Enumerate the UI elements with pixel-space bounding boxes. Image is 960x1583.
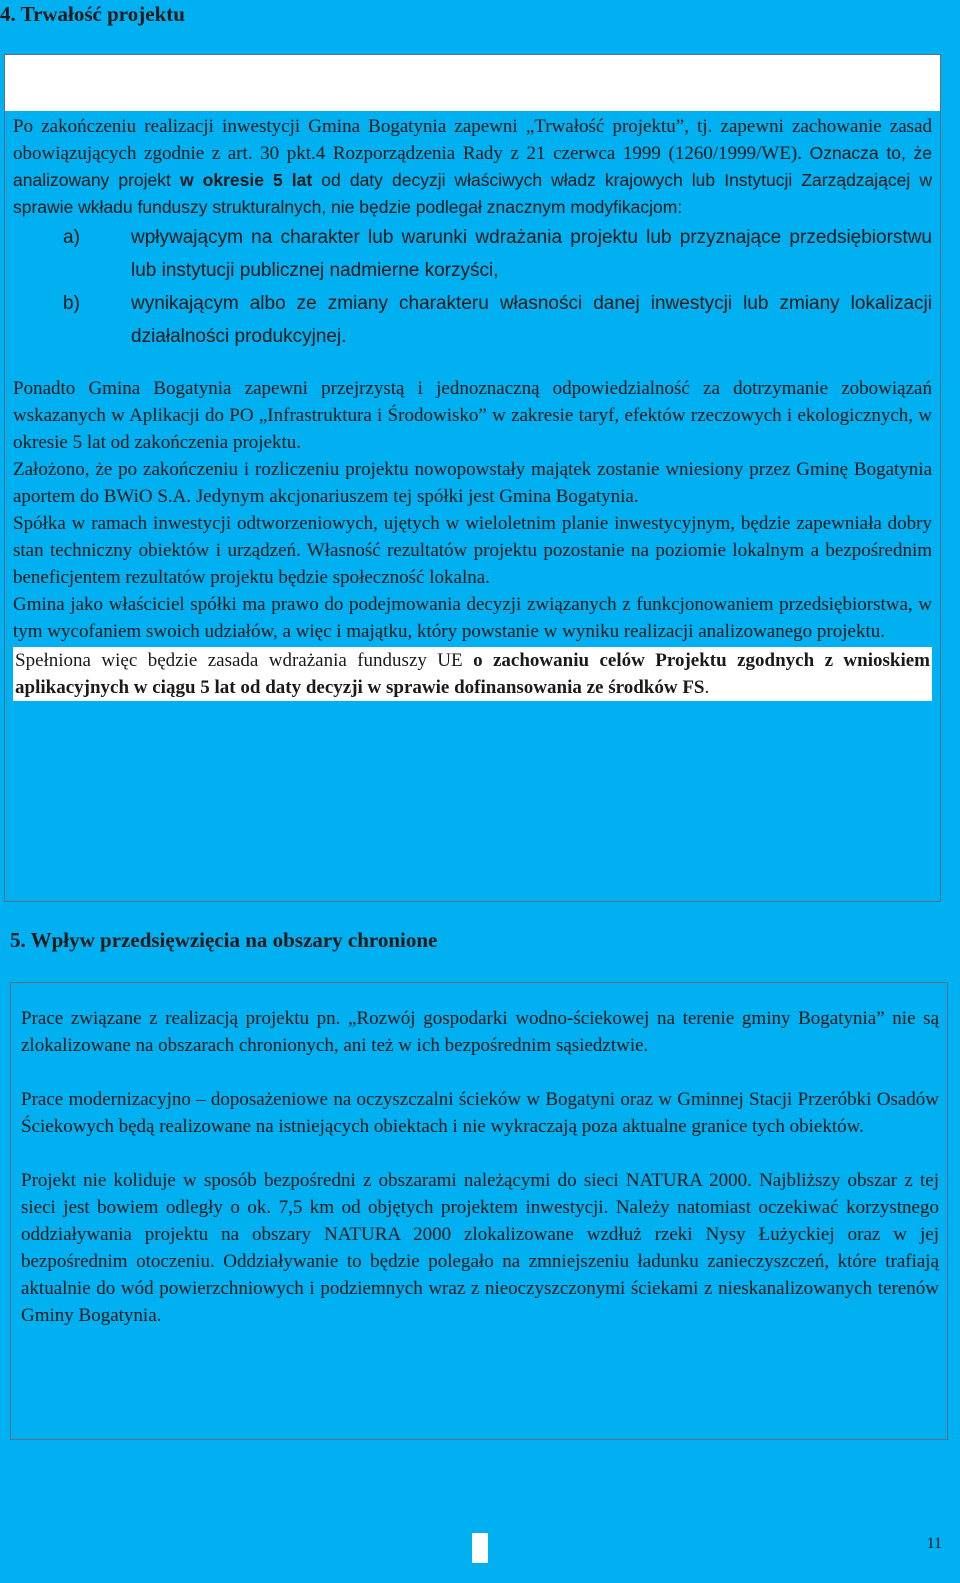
paragraph-zalozono: Założono, że po zakończeniu i rozliczeniu projektu nowopowstały majątek zostanie wniesiony przez Gminę Bogatynia aportem do BWiO S.A. Jedynym akcjonariuszem tej spółki jest Gmina Bogatynia. bbox=[13, 459, 932, 507]
page-number: 11 bbox=[926, 1535, 942, 1552]
list-item: b) wynikającym albo ze zmiany charakteru własności danej inwestycji lub zmiany lokalizacji działalności produkcyjnej. bbox=[63, 293, 932, 347]
paragraph-gmina: Gmina jako właściciel spółki ma prawo do podejmowania decyzji związanych z funkcjonowaniem przedsiębiorstwa, w tym wycofaniem swoich udziałów, a więc i majątku, który powstanie w wyniku realizacji analizowanego projektu. bbox=[13, 594, 932, 642]
section-5-title: 5. Wpływ przedsięwzięcia na obszary chronione bbox=[10, 928, 438, 952]
paragraph-protected-1: Prace związane z realizacją projektu pn. „Rozwój gospodarki wodno-ściekowej na terenie gminy Bogatynia” nie są zlokalizowane na obszarach chronionych, ani też w ich bezpośrednim sąsiedztwie. bbox=[21, 1008, 939, 1056]
white-strip bbox=[5, 55, 940, 111]
section-4-title: 4. Trwałość projektu bbox=[0, 2, 185, 26]
paragraph-protected-2: Prace modernizacyjno – doposażeniowe na oczyszczalni ścieków w Bogatyni oraz w Gminnej Stacji Przeróbki Osadów Ściekowych będą realizowane na istniejących obiektach i nie wykraczają poza aktualne granice tych obiektów. bbox=[21, 1089, 939, 1137]
paragraph-protected-3: Projekt nie koliduje w sposób bezpośredni z obszarami należącymi do sieci NATURA 2000. Najbliższy obszar z tej sieci jest bowiem odległy o ok. 7,5 km od objętych projektem inwestycji. Należy natomiast oczekiwać korzystnego oddziaływania projektu na obszary NATURA 2000 zlokalizowane wzdłuż rzeki Nysy Łużyckiej oraz w jej bezpośrednim otoczeniu. Oddziaływanie to będzie polegało na zmniejszeniu ładunku zanieczyszczeń, które trafiają aktualnie do wód powierzchniowych i podziemnych wraz z nieoczyszczonymi ściekami z nieskanalizowanych terenów Gminy Bogatynia. bbox=[21, 1170, 939, 1326]
paragraph-ponadto: Ponadto Gmina Bogatynia zapewni przejrzystą i jednoznaczną odpowiedzialność za dotrzymanie zobowiązań wskazanych w Aplikacji do PO „Infrastruktura i Środowisko” w zakresie taryf, efektów rzeczowych i ekologicznych, w okresie 5 lat od zakończenia projektu. bbox=[13, 378, 932, 453]
final-paragraph: Spełniona więc będzie zasada wdrażania funduszy UE o zachowaniu celów Projektu zgodnych z wnioskiem aplikacyjnych w ciągu 5 lat od daty decyzji w sprawie dofinansowania ze środków FS. bbox=[13, 647, 932, 701]
paragraph-spolka: Spółka w ramach inwestycji odtworzeniowych, ujętych w wieloletnim planie inwestycyjnym, będzie zapewniała dobry stan techniczny obiektów i urządzeń. Własność rezultatów projektu pozostanie na poziomie lokalnym a bezpośrednim beneficjentem rezultatów projektu będzie społeczność lokalna. bbox=[13, 513, 932, 588]
section-5-box bbox=[10, 982, 948, 1440]
section-4-box bbox=[4, 54, 941, 902]
list-item: a) wpływającym na charakter lub warunki wdrażania projektu lub przyznające przedsiębiorstwu lub instytucji publicznej nadmierne korzyści, bbox=[63, 227, 932, 281]
intro-paragraph: Po zakończeniu realizacji inwestycji Gmina Bogatynia zapewni „Trwałość projektu”, tj. zapewni zachowanie zasad obowiązujących zgodnie z art. 30 pkt.4 Rozporządzenia Rady z 21 czerwca 1999 (1260/1999/WE). Oznacza to, że analizowany projekt w okresie 5 lat od daty decyzji właściwych władz krajowych lub Instytucji Zarządzającej w sprawie wkładu funduszy strukturalnych, nie będzie podlegał znacznym modyfikacjom: bbox=[13, 116, 932, 217]
modification-list bbox=[13, 221, 932, 353]
footer-marker bbox=[472, 1533, 488, 1563]
